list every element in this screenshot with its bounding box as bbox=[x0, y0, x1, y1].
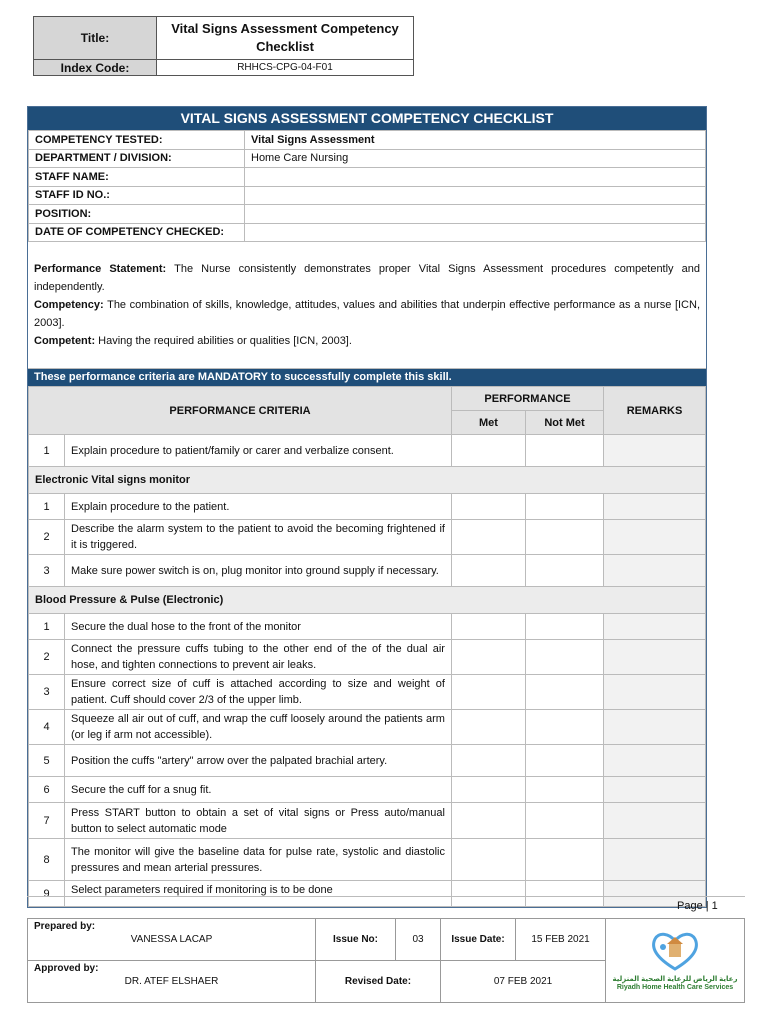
met-cell[interactable] bbox=[451, 640, 525, 675]
table-row bbox=[29, 555, 706, 587]
remarks-cell[interactable] bbox=[604, 494, 706, 520]
issue-date-value: 15 FEB 2021 bbox=[516, 919, 606, 961]
item-number: 1 bbox=[29, 614, 65, 640]
date-checked-field[interactable] bbox=[245, 223, 706, 242]
logo-arabic-text: رعاية الرياض للرعاية الصحية المنزلية bbox=[612, 976, 738, 983]
item-text: Ensure correct size of cuff is attached according to size and weight of patient. Cuff should cover 2/3 of the upper limb. bbox=[65, 675, 452, 710]
item-number: 1 bbox=[29, 494, 65, 520]
competent-label: Competent: bbox=[34, 335, 96, 347]
page-divider bbox=[27, 896, 745, 897]
met-cell[interactable] bbox=[451, 839, 525, 881]
info-label: POSITION: bbox=[29, 205, 245, 224]
remarks-cell[interactable] bbox=[604, 803, 706, 839]
item-number: 6 bbox=[29, 777, 65, 803]
remarks-cell[interactable] bbox=[604, 710, 706, 745]
revised-date-value: 07 FEB 2021 bbox=[441, 961, 606, 1003]
item-text: Position the cuffs "artery" arrow over the palpated brachial artery. bbox=[65, 745, 452, 777]
not-met-cell[interactable] bbox=[525, 435, 603, 467]
title-label: Title: bbox=[34, 17, 157, 60]
not-met-cell[interactable] bbox=[525, 777, 603, 803]
info-label: DEPARTMENT / DIVISION: bbox=[29, 149, 245, 168]
item-number: 1 bbox=[29, 435, 65, 467]
item-text: Secure the dual hose to the front of the monitor bbox=[65, 614, 452, 640]
performance-statements bbox=[28, 242, 706, 369]
remarks-cell[interactable] bbox=[604, 675, 706, 710]
met-cell[interactable] bbox=[451, 520, 525, 555]
met-cell[interactable] bbox=[451, 881, 525, 907]
item-text: Secure the cuff for a snug fit. bbox=[65, 777, 452, 803]
item-text: Make sure power switch is on, plug monitor into ground supply if necessary. bbox=[65, 555, 452, 587]
section-row bbox=[29, 587, 706, 614]
page-value: 1 bbox=[711, 900, 718, 912]
performance-statement-label: Performance Statement: bbox=[34, 263, 167, 275]
item-number: 4 bbox=[29, 710, 65, 745]
approved-by-name: DR. ATEF ELSHAER bbox=[124, 976, 219, 987]
issue-no-value: 03 bbox=[396, 919, 441, 961]
checklist-title: VITAL SIGNS ASSESSMENT COMPETENCY CHECKLIST bbox=[28, 107, 706, 130]
criteria-table bbox=[28, 386, 706, 907]
item-number: 2 bbox=[29, 520, 65, 555]
table-row bbox=[29, 520, 706, 555]
not-met-header: Not Met bbox=[525, 411, 603, 435]
met-cell[interactable] bbox=[451, 777, 525, 803]
table-row bbox=[29, 614, 706, 640]
info-label: STAFF NAME: bbox=[29, 168, 245, 187]
info-value[interactable]: Home Care Nursing bbox=[245, 149, 706, 168]
page-number bbox=[677, 900, 718, 912]
table-row bbox=[29, 640, 706, 675]
footer-table bbox=[27, 918, 745, 1003]
item-text: Press START button to obtain a set of vital signs or Press auto/manual button to select automatic mode bbox=[65, 803, 452, 839]
table-row bbox=[29, 745, 706, 777]
document-header-table bbox=[33, 16, 414, 76]
issue-no-label: Issue No: bbox=[316, 919, 396, 961]
item-text: Explain procedure to the patient. bbox=[65, 494, 452, 520]
met-cell[interactable] bbox=[451, 614, 525, 640]
remarks-cell[interactable] bbox=[604, 614, 706, 640]
info-label: COMPETENCY TESTED: bbox=[29, 131, 245, 150]
met-cell[interactable] bbox=[451, 675, 525, 710]
item-text: The monitor will give the baseline data for pulse rate, systolic and diastolic pressures and mean arterial pressures. bbox=[65, 839, 452, 881]
not-met-cell[interactable] bbox=[525, 745, 603, 777]
table-row bbox=[29, 803, 706, 839]
competency-label: Competency: bbox=[34, 299, 104, 311]
item-number: 9 bbox=[29, 881, 65, 907]
approved-by-label: Approved by: bbox=[34, 963, 99, 974]
remarks-cell[interactable] bbox=[604, 640, 706, 675]
not-met-cell[interactable] bbox=[525, 803, 603, 839]
staff-info-table bbox=[28, 130, 706, 242]
competent-text: Having the required abilities or qualities [ICN, 2003]. bbox=[98, 335, 352, 347]
not-met-cell[interactable] bbox=[525, 614, 603, 640]
not-met-cell[interactable] bbox=[525, 881, 603, 907]
section-row bbox=[29, 467, 706, 494]
item-number: 7 bbox=[29, 803, 65, 839]
prepared-by-label: Prepared by: bbox=[34, 921, 96, 932]
item-number: 2 bbox=[29, 640, 65, 675]
item-number: 3 bbox=[29, 555, 65, 587]
item-number: 5 bbox=[29, 745, 65, 777]
info-label: STAFF ID NO.: bbox=[29, 186, 245, 205]
logo-cell bbox=[606, 919, 745, 1003]
item-number: 8 bbox=[29, 839, 65, 881]
table-row bbox=[29, 839, 706, 881]
remarks-header: REMARKS bbox=[604, 387, 706, 435]
item-text: Describe the alarm system to the patient to avoid the becoming frightened if it is triggered. bbox=[65, 520, 452, 555]
not-met-cell[interactable] bbox=[525, 555, 603, 587]
issue-date-label: Issue Date: bbox=[441, 919, 516, 961]
table-row bbox=[29, 435, 706, 467]
revised-date-label: Revised Date: bbox=[316, 961, 441, 1003]
info-label: DATE OF COMPETENCY CHECKED: bbox=[29, 223, 245, 242]
remarks-cell[interactable] bbox=[604, 777, 706, 803]
remarks-cell[interactable] bbox=[604, 435, 706, 467]
performance-header: PERFORMANCE bbox=[451, 387, 603, 411]
item-text: Select parameters required if monitoring is to be done bbox=[65, 881, 452, 907]
met-cell[interactable] bbox=[451, 745, 525, 777]
met-cell[interactable] bbox=[451, 803, 525, 839]
not-met-cell[interactable] bbox=[525, 675, 603, 710]
item-number: 3 bbox=[29, 675, 65, 710]
remarks-cell[interactable] bbox=[604, 839, 706, 881]
remarks-cell[interactable] bbox=[604, 520, 706, 555]
met-cell[interactable] bbox=[451, 435, 525, 467]
met-header: Met bbox=[451, 411, 525, 435]
section-title: Electronic Vital signs monitor bbox=[29, 467, 706, 494]
logo-english-text: Riyadh Home Health Care Services bbox=[616, 984, 734, 991]
staff-id-field[interactable] bbox=[245, 186, 706, 205]
table-row bbox=[29, 881, 706, 907]
not-met-cell[interactable] bbox=[525, 520, 603, 555]
remarks-cell[interactable] bbox=[604, 745, 706, 777]
home-care-logo-icon bbox=[645, 929, 705, 973]
section-title: Blood Pressure & Pulse (Electronic) bbox=[29, 587, 706, 614]
met-cell[interactable] bbox=[451, 494, 525, 520]
not-met-cell[interactable] bbox=[525, 710, 603, 745]
info-value[interactable]: Vital Signs Assessment bbox=[245, 131, 706, 150]
met-cell[interactable] bbox=[451, 710, 525, 745]
criteria-header: PERFORMANCE CRITERIA bbox=[29, 387, 452, 435]
competency-text: The combination of skills, knowledge, attitudes, values and abilities that underpin effective performance as a nurse [ICN, 2003]. bbox=[34, 299, 701, 329]
performance-statement-text: The Nurse consistently demonstrates proper Vital Signs Assessment procedures competently and independently. bbox=[34, 263, 701, 293]
table-row bbox=[29, 777, 706, 803]
table-row bbox=[29, 494, 706, 520]
page-label: Page | bbox=[677, 900, 709, 912]
table-row bbox=[29, 710, 706, 745]
prepared-by-cell bbox=[28, 919, 316, 961]
prepared-by-name: VANESSA LACAP bbox=[130, 934, 213, 945]
position-field[interactable] bbox=[245, 205, 706, 224]
approved-by-cell bbox=[28, 961, 316, 1003]
not-met-cell[interactable] bbox=[525, 640, 603, 675]
mandatory-banner: These performance criteria are MANDATORY to successfully complete this skill. bbox=[28, 369, 706, 386]
table-row bbox=[29, 675, 706, 710]
item-text: Squeeze all air out of cuff, and wrap the cuff loosely around the patients arm (or leg if arm not accessible). bbox=[65, 710, 452, 745]
not-met-cell[interactable] bbox=[525, 839, 603, 881]
index-code-value: RHHCS-CPG-04-F01 bbox=[157, 60, 414, 76]
staff-name-field[interactable] bbox=[245, 168, 706, 187]
item-text: Connect the pressure cuffs tubing to the other end of the of the dual air hose, and tighten connections to prevent air leaks. bbox=[65, 640, 452, 675]
met-cell[interactable] bbox=[451, 555, 525, 587]
remarks-cell[interactable] bbox=[604, 555, 706, 587]
index-code-label: Index Code: bbox=[34, 60, 157, 76]
item-text: Explain procedure to patient/family or carer and verbalize consent. bbox=[65, 435, 452, 467]
checklist-block bbox=[27, 106, 707, 908]
document-title: Vital Signs Assessment Competency Checklist bbox=[157, 17, 414, 60]
not-met-cell[interactable] bbox=[525, 494, 603, 520]
